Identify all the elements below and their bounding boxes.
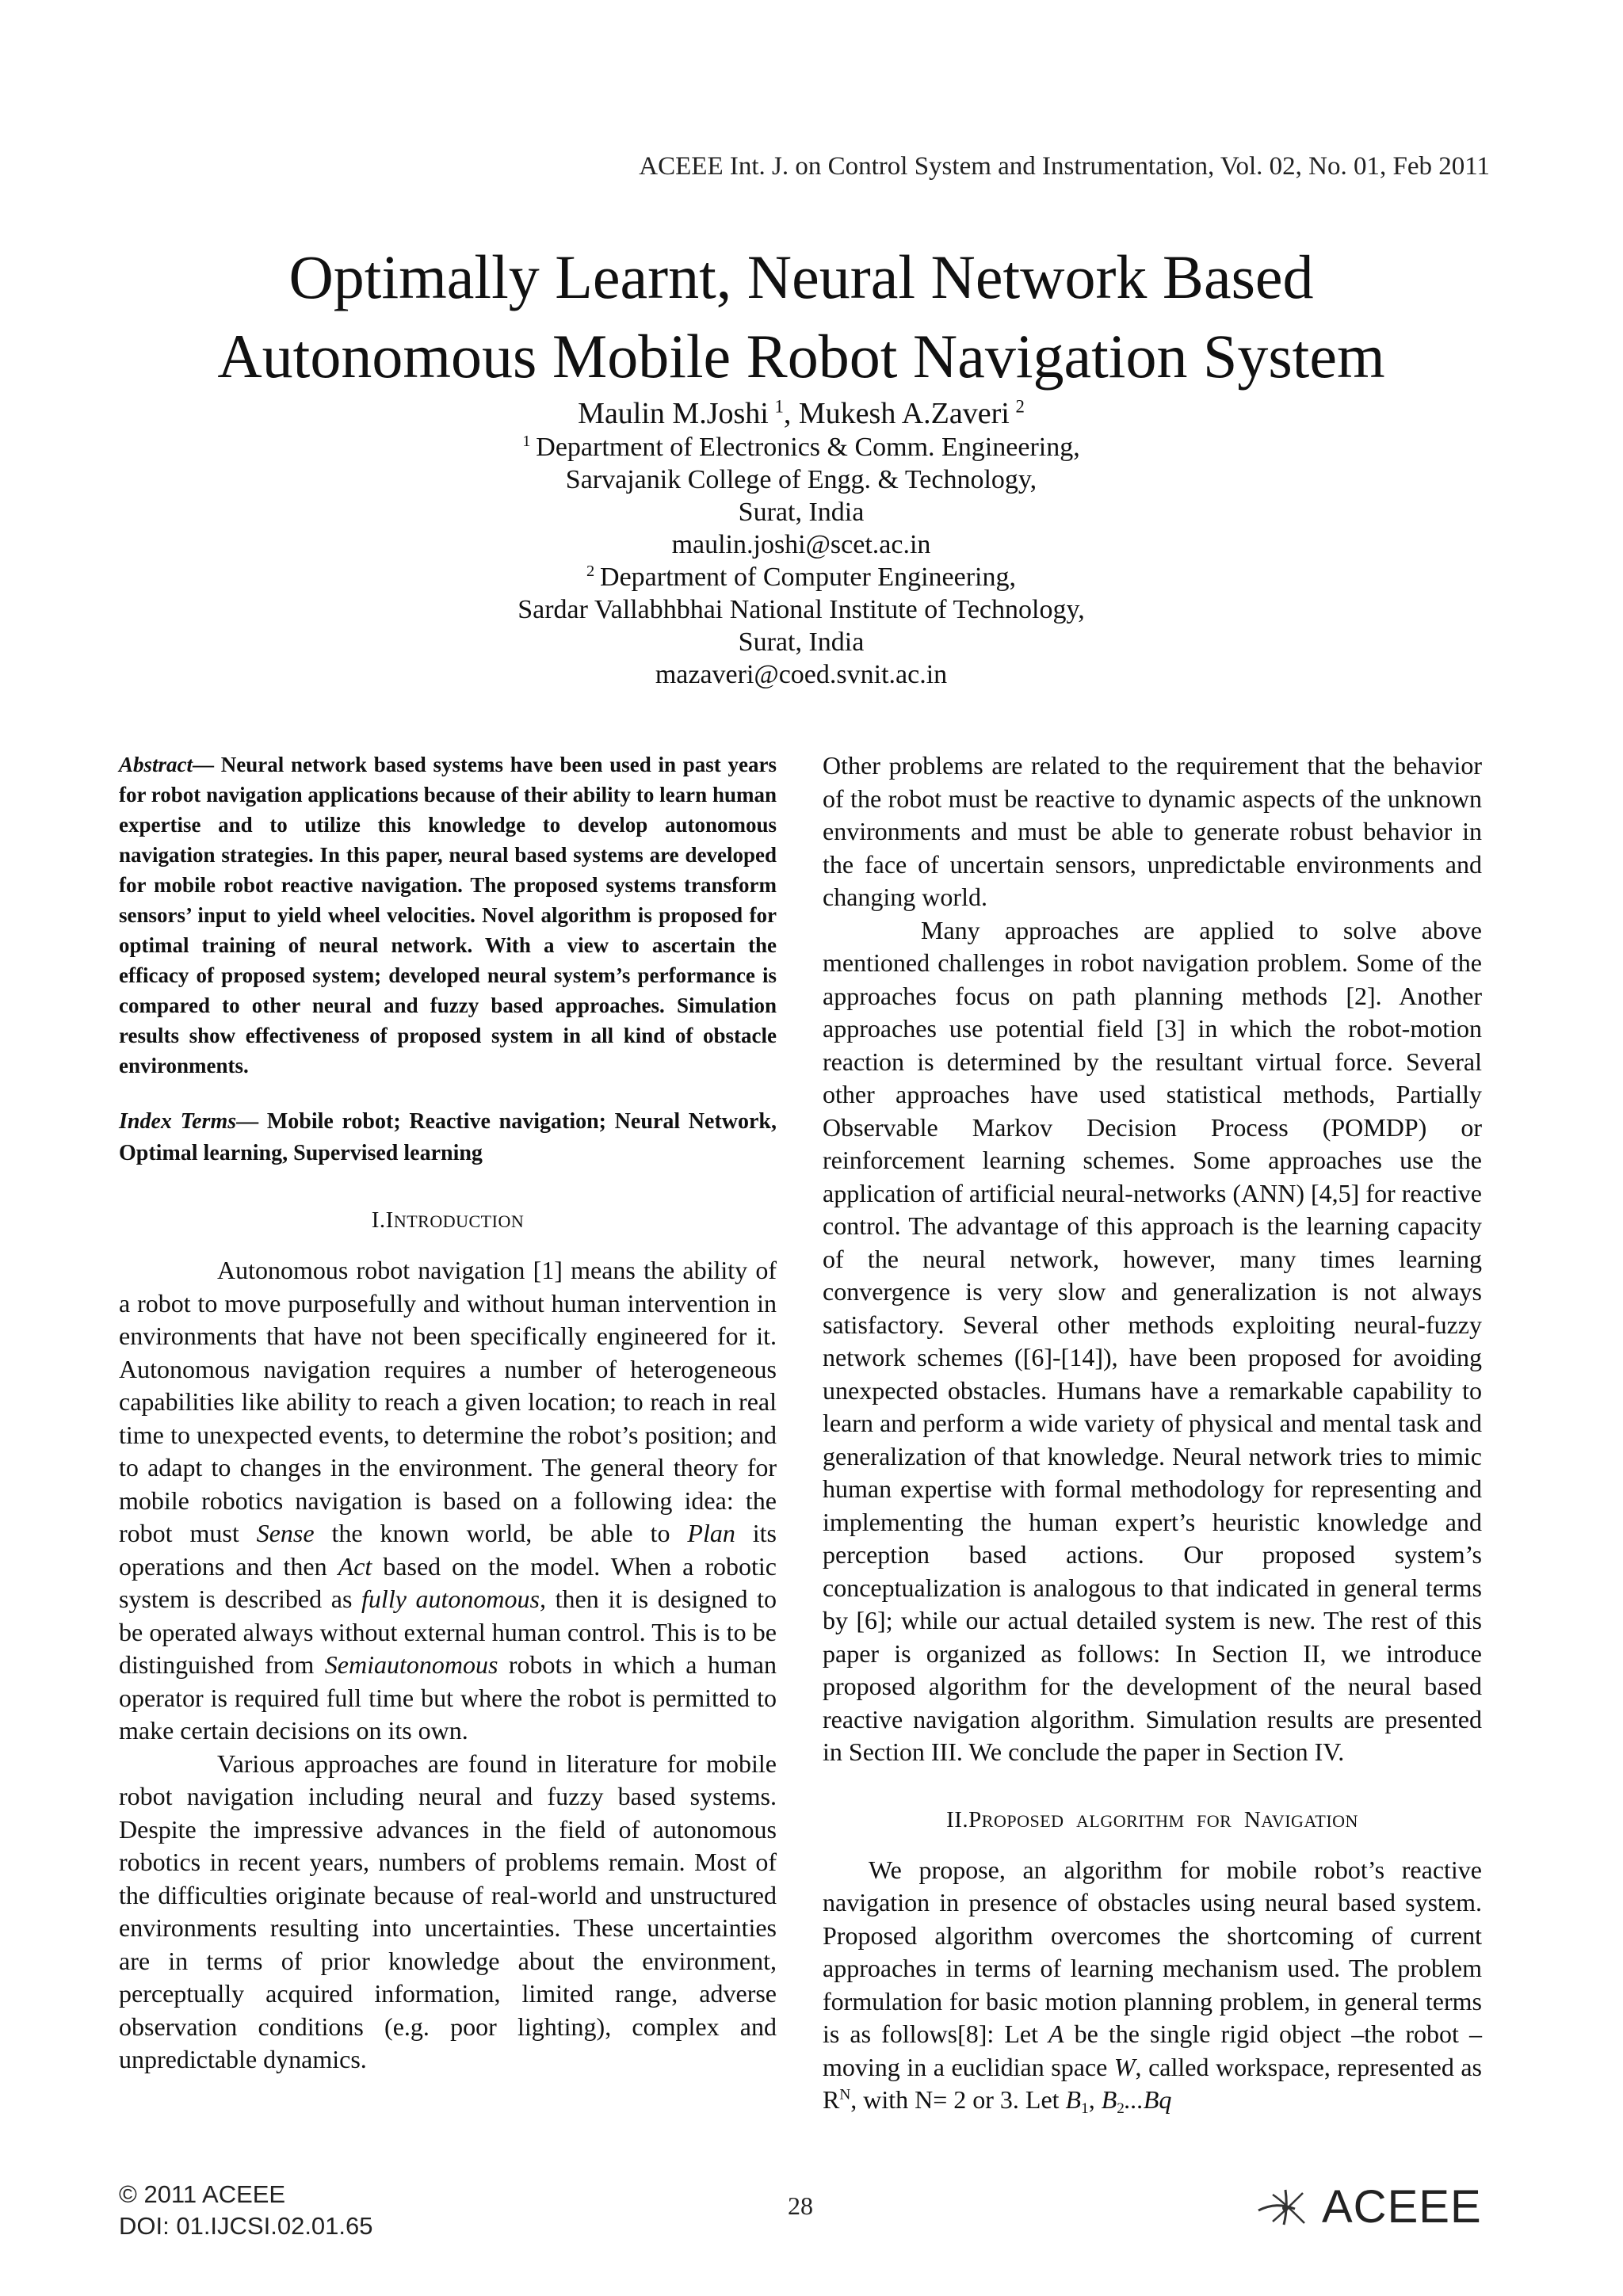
abstract-dash: —	[193, 753, 221, 776]
author-names	[0, 396, 1602, 431]
author-1-marker: 1	[774, 396, 784, 417]
aceee-logo-text: ACEEE	[1322, 2181, 1482, 2233]
intro-term-act: Act	[338, 1551, 372, 1581]
section-1-rest: NTRODUCTION	[393, 1211, 525, 1231]
affiliation-1-department-text: Department of Electronics & Comm. Engineering,	[536, 433, 1080, 462]
author-1: Maulin M.Joshi	[578, 397, 769, 430]
author-block	[0, 396, 1602, 691]
intro-paragraph-2: Various approaches are found in literature for mobile robot navigation including neural and fuzzy based systems. Despite the impressive advances in the field of autonomous robotics in recent years, numbers of problems remain. Most of the difficulties originate because of real-world and unstructured environments resulting into uncertainties. These uncertainties are in terms of prior knowledge about the environment, perceptually acquired information, limited range, adverse observation conditions (e.g. poor lighting), complex and unpredictable dynamics.	[119, 1749, 777, 2073]
affiliation-2-marker: 2	[586, 562, 595, 580]
intro-p1-part-b: the known world, be able to	[314, 1519, 688, 1547]
affiliation-1-college: Sarvajanik College of Engg. & Technology,	[565, 465, 1037, 494]
affiliation-1-city: Surat, India	[738, 498, 865, 527]
s2-symbol-a: A	[1048, 2019, 1064, 2048]
section-2-numeral: II.	[946, 1806, 969, 1833]
section-1-initial: I	[385, 1207, 394, 1233]
intro-p1-part-f: robots in which a human operator is required full time but where the robot is permitted to make certain decisions on its own.	[119, 1650, 777, 1745]
copyright: © 2011 ACEEE	[119, 2180, 286, 2208]
left-column	[119, 749, 777, 2077]
s2-p1-part-b: be the single rigid object –the robot – moving in a euclidian space	[823, 2019, 1482, 2081]
s2-subscript-2: 2	[1117, 2100, 1125, 2117]
s2-symbol-b1: B	[1065, 2085, 1082, 2114]
intro-p1-part-e: then it is designed to be operated always without external human control. This is to be distinguished from	[119, 1585, 777, 1679]
s2-p1-part-c: , called workspace, represented as R	[823, 2052, 1482, 2114]
s2-p1-part-a: We propose, an algorithm for mobile robot’s reactive navigation in presence of obstacles using neural based system. Proposed algorithm overcomes the shortcoming of current approaches in terms of learning mechanism used. The problem formulation for basic motion planning problem, in general terms is as follows[8]: Let	[823, 1855, 1482, 2048]
affiliation-1-department	[0, 431, 1602, 463]
page-number: 28	[788, 2191, 813, 2220]
intro-term-plan: Plan	[687, 1519, 735, 1547]
affiliation-2-department	[0, 561, 1602, 593]
author-2: Mukesh A.Zaveri	[798, 397, 1010, 430]
paper-title	[0, 238, 1602, 396]
title-line-1: Optimally Learnt, Neural Network Based	[288, 242, 1314, 311]
author-separator: ,	[783, 397, 799, 430]
running-header: ACEEE Int. J. on Control System and Instrumentation, Vol. 02, No. 01, Feb 2011	[639, 152, 1490, 181]
abstract	[119, 749, 777, 1081]
abstract-text: Neural network based systems have been used in past years for robot navigation applications because of their ability to learn human expertise and to utilize this knowledge to develop autonomous navigation strategies. In this paper, neural based systems are developed for mobile robot reactive navigation. The proposed systems transform sensors’ input to yield wheel velocities. Novel algorithm is proposed for optimal training of neural network. With a view to ascertain the efficacy of proposed system; developed neural system’s performance is compared to other neural and fuzzy based approaches. Simulation results show effectiveness of proposed system in all kind of obstacle environments.	[119, 753, 777, 1077]
index-terms-text: Mobile robot; Reactive navigation; Neural Network, Optimal learning, Supervised learning	[119, 1109, 777, 1165]
s2-symbol-bq: ...Bq	[1124, 2085, 1172, 2114]
s2-superscript-n: N	[839, 2086, 851, 2103]
affiliation-1-marker: 1	[522, 432, 531, 450]
index-terms-dash: —	[236, 1109, 267, 1134]
s2-p1-part-d: , with N= 2 or 3. Let	[850, 2085, 1066, 2114]
intro-term-semiautonomous: Semiautonomous	[324, 1650, 498, 1679]
intro-term-fully-autonomous: fully autonomous,	[361, 1585, 546, 1613]
intro-p1-part-c: its operations and then	[119, 1519, 777, 1581]
section-2-paragraph-1	[823, 1854, 1482, 2117]
intro-p1-part-a: Autonomous robot navigation [1] means the ability of a robot to move purposefully and without human intervention in environments that have not been specifically engineered for it. Autonomous navigation requires a number of heterogeneous capabilities like ability to reach a given location; to reach in real time to unexpected events, to determine the robot’s position; and to adapt to changes in the environment. The general theory for mobile robotics navigation is based on a following idea: the robot must	[119, 1256, 777, 1547]
s2-subscript-1: 1	[1081, 2100, 1089, 2117]
abstract-lead: Abstract	[119, 753, 193, 776]
right-column	[823, 749, 1482, 2117]
affiliation-2-institute: Sardar Vallabhbhai National Institute of Technology,	[517, 595, 1085, 624]
section-2-w4-rest: AVIGATION	[1261, 1810, 1358, 1831]
section-2-w2: ALGORITHM	[1076, 1810, 1185, 1831]
section-1-numeral: I.	[371, 1207, 386, 1233]
intro-term-sense: Sense	[256, 1519, 315, 1547]
intro-paragraph-1	[119, 1254, 777, 1748]
title-line-2: Autonomous Mobile Robot Navigation System	[217, 322, 1385, 391]
intro-p1-part-d: based on the model. When a robotic system is described as	[119, 1551, 777, 1613]
footer-left	[119, 2179, 373, 2242]
doi: DOI: 01.IJCSI.02.01.65	[119, 2212, 373, 2240]
s2-symbol-b2: B	[1101, 2085, 1117, 2114]
aceee-logo-icon	[1255, 2183, 1317, 2231]
right-paragraph-2: Many approaches are applied to solve above mentioned challenges in robot navigation problem. Some of the approaches focus on path planning methods [2]. Another approaches use potential field [3] in which the robot-motion reaction is determined by the resultant virtual force. Several other approaches have used statistical methods, Partially Observable Markov Decision Process (POMDP) or reinforcement learning schemes. Some approaches use the application of artificial neural-networks (ANN) [4,5] for reactive control. The advantage of this approach is the learning capacity of the neural network, however, many times learning convergence is very slow and generalization is not always satisfactory. Several other methods exploiting neural-fuzzy network schemes ([6]-[14]), have been proposed for avoiding unexpected obstacles. Humans have a remarkable capability to learn and perform a wide variety of physical and mental task and generalization of that knowledge. Neural network tries to mimic human expertise with formal methodology for representing and implementing the human expert’s heuristic knowledge and perception based actions. Our proposed system’s conceptualization is analogous to that indicated in general terms by [6]; while our actual detailed system is new. The rest of this paper is organized as follows: In Section II, we introduce proposed algorithm for the development of the neural based reactive navigation algorithm. Simulation results are presented in Section III. We conclude the paper in Section IV.	[823, 915, 1482, 1766]
affiliation-1-email: maulin.joshi@scet.ac.in	[671, 530, 931, 559]
section-2-w4-initial: N	[1243, 1806, 1262, 1833]
aceee-logo	[1255, 2180, 1482, 2233]
author-2-marker: 2	[1015, 396, 1025, 417]
section-2-w1-rest: ROPOSED	[981, 1810, 1064, 1831]
section-2-w1-initial: P	[968, 1806, 982, 1833]
section-2-w3: FOR	[1197, 1810, 1232, 1831]
affiliation-2-city: Surat, India	[738, 627, 865, 657]
right-paragraph-1: Other problems are related to the requirement that the behavior of the robot must be reactive to dynamic aspects of the unknown environments and must be able to generate robust behavior in the face of uncertain sensors, unpredictable environments and changing world.	[823, 751, 1482, 911]
section-1-heading	[119, 1207, 777, 1234]
s2-symbol-w: W	[1113, 2052, 1136, 2081]
section-2-heading	[823, 1807, 1482, 1833]
affiliation-2-email: mazaveri@coed.svnit.ac.in	[655, 660, 948, 689]
index-terms	[119, 1106, 777, 1169]
affiliation-2-department-text: Department of Computer Engineering,	[600, 563, 1016, 592]
s2-comma: ,	[1088, 2085, 1102, 2114]
index-terms-lead: Index Terms	[119, 1109, 237, 1134]
